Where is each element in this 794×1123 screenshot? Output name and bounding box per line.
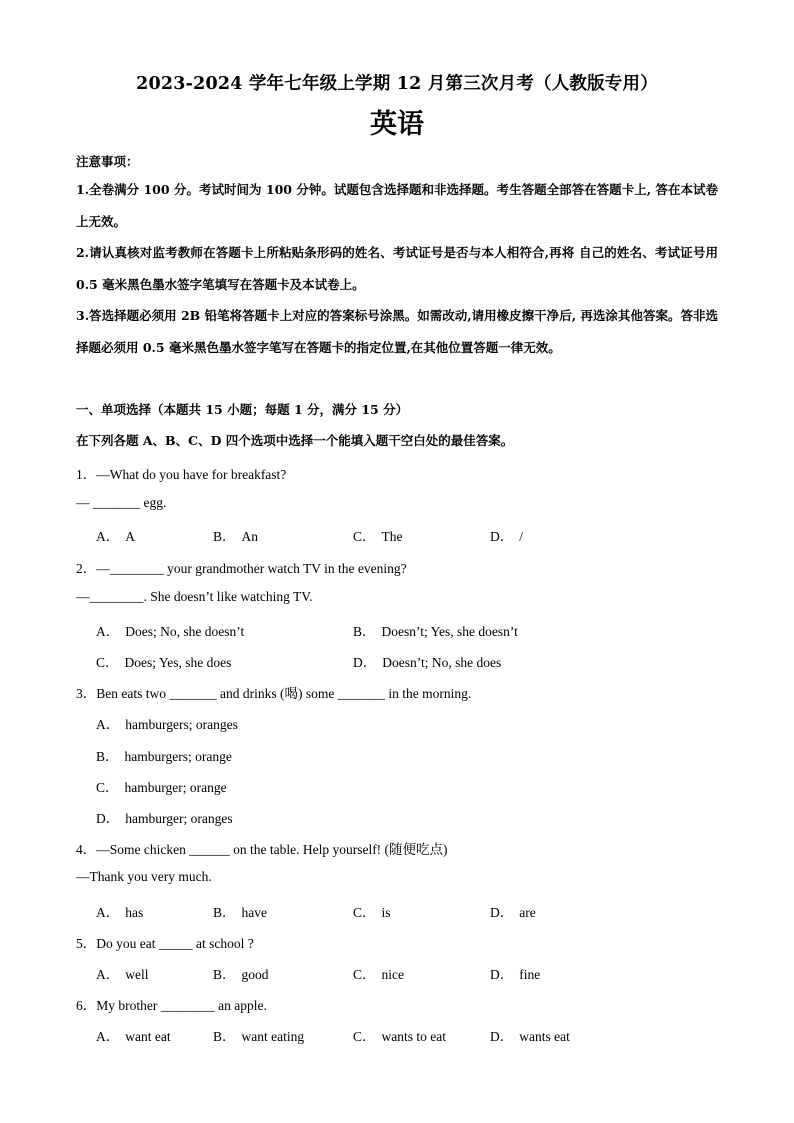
question-3-option-d[interactable] [96, 807, 233, 827]
option-letter: C． [353, 967, 376, 982]
option-letter: B． [213, 529, 236, 544]
question-4-reply: —Thank you very much. [76, 869, 212, 884]
question-6-option-b[interactable] [213, 1025, 304, 1045]
option-letter: B． [96, 749, 119, 764]
question-6-option-c[interactable] [353, 1025, 446, 1045]
question-1-reply: — _______ egg. [76, 495, 167, 510]
option-text: well [125, 967, 149, 982]
question-4-option-d[interactable] [490, 901, 536, 921]
question-1-option-a[interactable] [96, 525, 135, 545]
question-5-stem: 5．Do you eat _____ at school ? [76, 936, 254, 951]
question-4-option-c[interactable] [353, 901, 391, 921]
notes-heading: 注意事项： [76, 154, 139, 169]
option-letter: B． [353, 624, 376, 639]
option-text: hamburgers; oranges [125, 717, 238, 732]
option-text: fine [519, 967, 541, 982]
question-5-option-c[interactable] [353, 963, 404, 983]
question-2-reply: —________. She doesn’t like watching TV. [76, 589, 313, 604]
note-item-1: 1.全卷满分 100 分。考试时间为 100 分钟。试题包含选择题和非选择题。考生答题全部答在答题卡上, 答在本试卷上无效。 [76, 182, 718, 229]
note-item-3: 3.答选择题必须用 2B 铅笔将答题卡上对应的答案标号涂黑。如需改动,请用橡皮擦干净后, 再选涂其他答案。答非选择题必须用 0.5 毫米黑色墨水签字笔写在答题卡的指定位置,在其他位置答题一律无效。 [76, 308, 718, 355]
option-text: hamburgers; orange [124, 749, 232, 764]
option-letter: D． [96, 811, 120, 826]
question-3-option-b[interactable] [96, 745, 232, 765]
option-text: An [241, 529, 259, 544]
option-letter: C． [353, 1029, 376, 1044]
question-2-option-b[interactable] [353, 620, 518, 640]
option-letter: A． [96, 624, 120, 639]
option-letter: C． [96, 655, 119, 670]
section-title: 一、单项选择（本题共 15 小题；每题 1 分，满分 15 分） [76, 402, 409, 417]
option-text: Doesn’t; No, she does [382, 655, 502, 670]
option-letter: C． [96, 780, 119, 795]
question-4-stem: 4．—Some chicken ______ on the table. Help yourself! (随便吃点) [76, 842, 448, 857]
option-text: Doesn’t; Yes, she doesn’t [381, 624, 518, 639]
section-instruction: 在下列各题 A、B、C、D 四个选项中选择一个能填入题干空白处的最佳答案。 [76, 433, 514, 448]
option-letter: A． [96, 529, 120, 544]
note-item-2: 2.请认真核对监考教师在答题卡上所粘贴条形码的姓名、考试证号是否与本人相符合,再将 自己的姓名、考试证号用 0.5 毫米黑色墨水签字笔填写在答题卡及本试卷上。 [76, 245, 718, 292]
option-letter: D． [490, 529, 514, 544]
option-text: wants eat [519, 1029, 570, 1044]
option-letter: A． [96, 905, 120, 920]
question-6-option-d[interactable] [490, 1025, 570, 1045]
question-2-option-d[interactable] [353, 651, 501, 671]
option-letter: A． [96, 1029, 120, 1044]
option-text: is [381, 905, 391, 920]
option-text: want eating [241, 1029, 305, 1044]
option-text: have [241, 905, 267, 920]
question-1-stem: 1．—What do you have for breakfast? [76, 467, 287, 482]
question-1-option-b[interactable] [213, 525, 258, 545]
question-6-stem: 6．My brother ________ an apple. [76, 998, 267, 1013]
option-letter: B． [213, 1029, 236, 1044]
exam-title: 2023-2024 学年七年级上学期 12 月第三次月考（人教版专用） [136, 74, 658, 94]
option-text: nice [381, 967, 405, 982]
option-text: wants to eat [381, 1029, 446, 1044]
option-letter: B． [213, 905, 236, 920]
option-letter: B． [213, 967, 236, 982]
option-text: A [125, 529, 135, 544]
option-letter: D． [490, 1029, 514, 1044]
question-3-option-c[interactable] [96, 776, 227, 796]
option-letter: A． [96, 717, 120, 732]
question-2-option-a[interactable] [96, 620, 244, 640]
option-letter: C． [353, 529, 376, 544]
question-5-option-a[interactable] [96, 963, 149, 983]
option-text: good [241, 967, 269, 982]
option-text: are [519, 905, 536, 920]
option-text: want eat [125, 1029, 171, 1044]
question-4-option-a[interactable] [96, 901, 143, 921]
question-1-option-c[interactable] [353, 525, 403, 545]
option-text: / [519, 529, 524, 544]
option-text: has [125, 905, 144, 920]
question-2-stem: 2．—________ your grandmother watch TV in the evening? [76, 561, 407, 576]
question-5-option-d[interactable] [490, 963, 540, 983]
subject-title: 英语 [370, 109, 424, 140]
option-letter: C． [353, 905, 376, 920]
option-text: hamburger; orange [124, 780, 227, 795]
option-letter: D． [353, 655, 377, 670]
option-text: Does; Yes, she does [124, 655, 232, 670]
option-letter: A． [96, 967, 120, 982]
question-4-option-b[interactable] [213, 901, 267, 921]
option-text: The [381, 529, 403, 544]
option-letter: D． [490, 967, 514, 982]
question-2-option-c[interactable] [96, 651, 231, 671]
option-text: hamburger; oranges [125, 811, 233, 826]
question-1-option-d[interactable] [490, 525, 523, 545]
option-letter: D． [490, 905, 514, 920]
option-text: Does; No, she doesn’t [125, 624, 245, 639]
question-5-option-b[interactable] [213, 963, 269, 983]
question-3-stem: 3．Ben eats two _______ and drinks (喝) some _______ in the morning. [76, 686, 472, 701]
question-6-option-a[interactable] [96, 1025, 171, 1045]
question-3-option-a[interactable] [96, 713, 238, 733]
